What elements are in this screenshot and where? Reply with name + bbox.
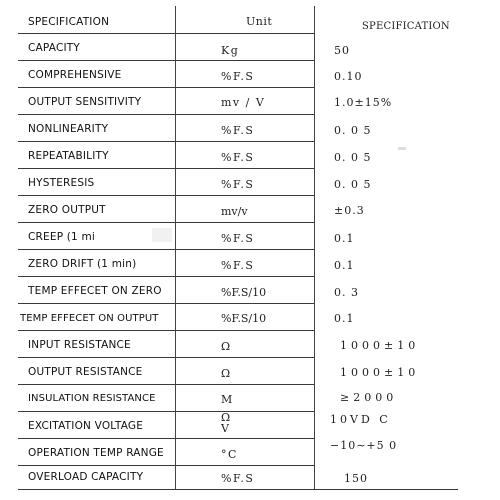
row-divider — [18, 60, 314, 61]
row-value: −10∼+5 0 — [330, 439, 398, 452]
row-value: ±0.3 — [334, 204, 365, 217]
row-unit: %F.S — [221, 70, 255, 83]
row-value: 0.1 — [334, 259, 355, 272]
row-divider — [18, 303, 314, 304]
row-name: CREEP (1 mi — [28, 231, 96, 243]
row-unit: %F.S/10 — [221, 286, 267, 299]
row-value: ≥2000 — [340, 391, 398, 404]
row-value: 1000±10 — [340, 339, 420, 352]
row-value: 150 — [344, 472, 368, 485]
row-value: 10VD C — [330, 413, 391, 426]
scan-smudge — [152, 228, 172, 242]
row-unit: mv / V — [221, 96, 266, 109]
row-name: TEMP EFFECET ON OUTPUT — [20, 313, 159, 324]
row-divider — [18, 222, 314, 223]
row-unit: %F.S — [221, 472, 255, 485]
specification-table — [18, 6, 458, 490]
row-name: NONLINEARITY — [28, 123, 109, 135]
row-divider — [18, 141, 314, 142]
scan-smudge — [398, 147, 406, 150]
row-unit: Kg — [221, 44, 240, 57]
header-unit: Unit — [246, 15, 273, 28]
row-name: CAPACITY — [28, 42, 81, 54]
row-name: INPUT RESISTANCE — [28, 339, 131, 351]
row-divider — [18, 114, 314, 115]
row-divider — [18, 87, 314, 88]
header-spec-value: SPECIFICATION — [362, 21, 450, 32]
row-divider — [18, 249, 314, 250]
row-name: TEMP EFFECET ON ZERO — [28, 285, 162, 297]
row-value: 0. 3 — [334, 286, 359, 299]
row-divider — [18, 195, 314, 196]
row-value: 0.10 — [334, 70, 363, 83]
row-unit: Ω — [221, 340, 232, 353]
row-divider — [18, 465, 314, 466]
row-divider — [18, 489, 458, 490]
row-divider — [18, 384, 314, 385]
row-value: 0.1 — [334, 312, 355, 325]
row-name: OPERATION TEMP RANGE — [28, 447, 164, 459]
row-value: 0. 0 5 — [334, 178, 372, 191]
row-divider — [18, 330, 314, 331]
row-value: 1000±10 — [340, 366, 420, 379]
row-unit: mv/v — [221, 205, 248, 218]
row-divider — [18, 411, 314, 412]
row-divider — [18, 276, 314, 277]
row-unit: %F.S — [221, 151, 255, 164]
row-name: ZERO OUTPUT — [28, 204, 106, 216]
row-name: HYSTERESIS — [28, 177, 95, 189]
row-divider — [18, 438, 314, 439]
row-unit: %F.S — [221, 232, 255, 245]
row-name: OUTPUT RESISTANCE — [28, 366, 143, 378]
row-name: COMPREHENSIVE — [28, 69, 122, 81]
row-unit: %F.S/10 — [221, 312, 267, 325]
column-divider — [175, 6, 176, 490]
row-value: 50 — [334, 44, 350, 57]
row-unit: M — [221, 393, 234, 406]
row-value: 0. 0 5 — [334, 124, 372, 137]
row-name: EXCITATION VOLTAGE — [28, 420, 144, 432]
row-unit: %F.S — [221, 259, 255, 272]
row-divider — [18, 33, 314, 34]
row-name: REPEATABILITY — [28, 150, 109, 162]
row-value: 0. 0 5 — [334, 151, 372, 164]
row-name: OUTPUT SENSITIVITY — [28, 96, 142, 108]
header-specification: SPECIFICATION — [28, 16, 110, 28]
column-divider — [314, 6, 315, 490]
row-divider — [18, 357, 314, 358]
row-unit: Ω V — [221, 411, 232, 435]
row-unit: %F.S — [221, 124, 255, 137]
row-unit: Ω — [221, 367, 232, 380]
row-name: INSULATION RESISTANCE — [28, 393, 156, 404]
row-value: 0.1 — [334, 232, 355, 245]
row-value: 1.0±15% — [334, 96, 393, 109]
row-name: OVERLOAD CAPACITY — [28, 471, 144, 483]
row-unit: °C — [221, 448, 238, 461]
row-divider — [18, 168, 314, 169]
row-name: ZERO DRIFT (1 min) — [28, 258, 137, 270]
row-unit: %F.S — [221, 178, 255, 191]
